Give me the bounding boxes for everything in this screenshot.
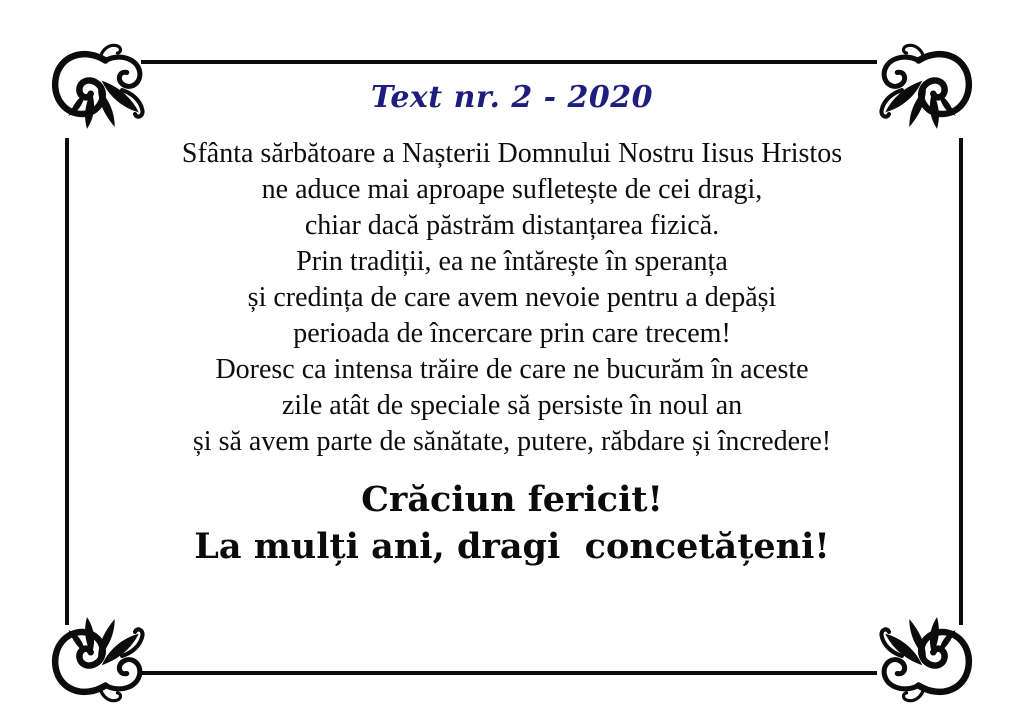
- frame-border-right: [959, 138, 963, 625]
- body-line: zile atât de speciale să persiste în noul an: [281, 390, 743, 421]
- body-line: și credința de care avem nevoie pentru a depăși: [247, 282, 777, 313]
- flourish-ornament-icon: [48, 607, 150, 704]
- body-line: ne aduce mai aproape sufletește de cei dragi,: [261, 174, 763, 205]
- greeting-paragraph: [72, 136, 952, 460]
- body-line: perioada de încercare prin care trecem!: [293, 318, 731, 349]
- body-line: Prin tradiții, ea ne întărește în speranța: [296, 246, 728, 277]
- body-line: și să avem parte de sănătate, putere, răbdare și încredere!: [192, 426, 832, 457]
- body-line: Sfânta sărbătoare a Nașterii Domnului Nostru Iisus Hristos: [181, 138, 843, 169]
- closing-line: Crăciun fericit!: [361, 479, 663, 520]
- card-content: [72, 80, 952, 570]
- flourish-ornament-icon: [874, 607, 976, 704]
- frame-border-bottom: [141, 671, 877, 675]
- closing-line: La mulți ani, dragi concetățeni!: [194, 526, 830, 567]
- frame-border-top: [141, 60, 877, 64]
- closing-wishes: [72, 476, 952, 570]
- body-line: Doresc ca intensa trăire de care ne bucurăm în aceste: [215, 354, 809, 385]
- page-title: Text nr. 2 - 2020: [370, 80, 654, 115]
- body-line: chiar dacă păstrăm distanțarea fizică.: [304, 210, 720, 241]
- frame-border-left: [65, 138, 69, 625]
